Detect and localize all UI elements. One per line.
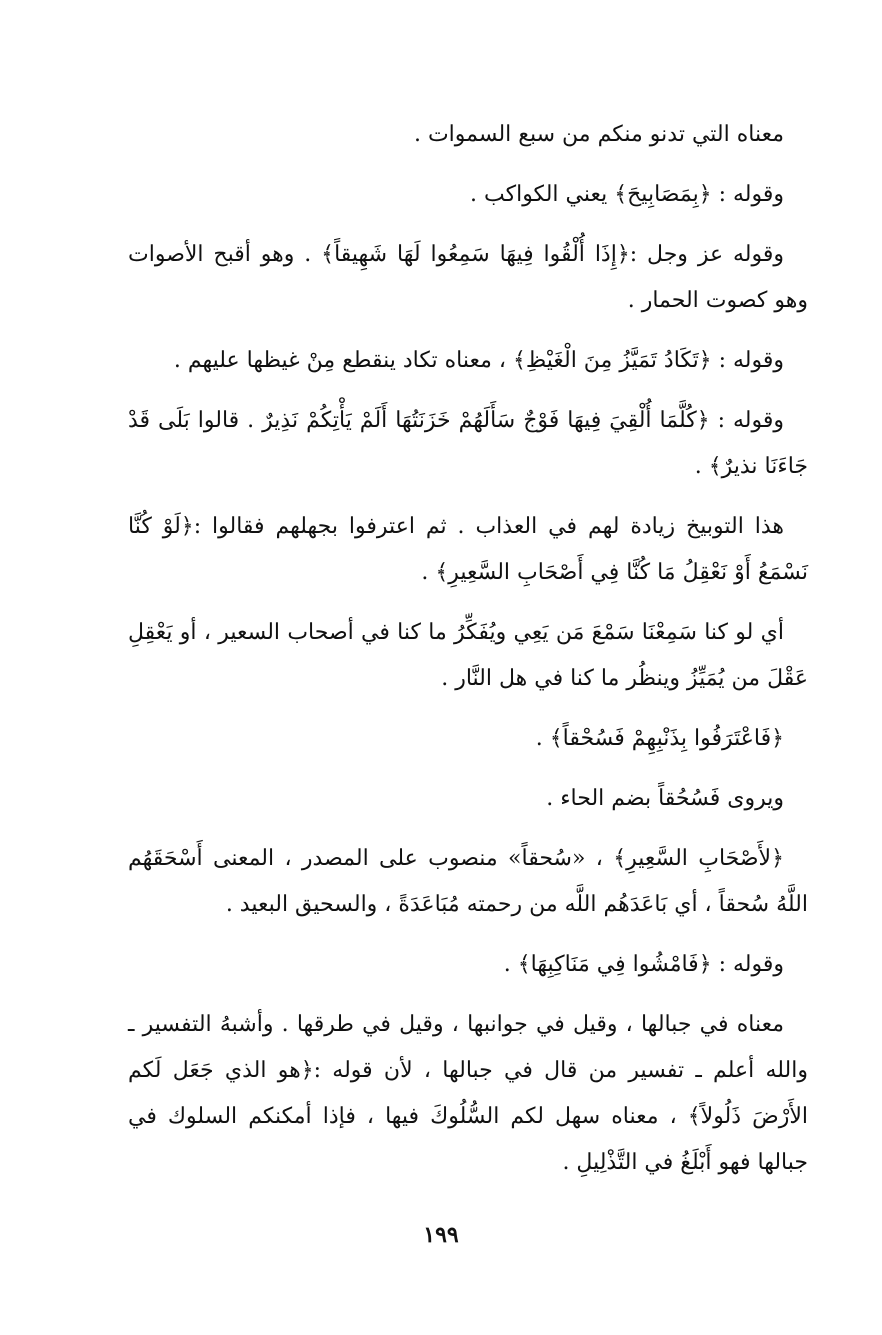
paragraph: هذا التوبيخ زيادة لهم في العذاب . ثم اعترفوا بجهلهم فقالوا :﴿لَوْ كُنَّا نَسْمَعُ أَوْ نَعْقِلُ مَا كُنَّا فِي أَصْحَابِ السَّعِيرِ﴾ . — [128, 514, 808, 585]
page-number: ١٩٩ — [423, 1222, 459, 1248]
paragraph: معناه في جبالها ، وقيل في جوانبها ، وقيل في طرقها . وأشبهُ التفسير ـ والله أعلم ـ تفسير من قال في جبالها ، لأن قوله :﴿هو الذي جَعَل لَكم الأَرْضَ ذَلُولاً﴾ ، معناه سهل لكم السُّلُوكَ فيها ، فإذا أمكنكم السلوك في جبالها فهو أَبْلَغُ في التَّذْلِيلِ . — [128, 1012, 808, 1175]
paragraph: وقوله عز وجل :﴿إِذَا أُلْقُوا فِيهَا سَمِعُوا لَهَا شَهِيقاً﴾ . وهو أقبح الأصوات وهو كصوت الحمار . — [128, 242, 808, 313]
paragraph: أي لو كنا سَمِعْنَا سَمْعَ مَن يَعِي ويُفَكِّرُ ما كنا في أصحاب السعير ، أو يَعْقِلِ عَقْلَ من يُمَيِّزُ وينظُر ما كنا في هل النَّار . — [128, 620, 808, 691]
page-body — [128, 112, 808, 1200]
paragraph: وقوله : ﴿بِمَصَابِيحَ﴾ يعني الكواكب . — [470, 182, 784, 207]
paragraph: معناه التي تدنو منكم من سبع السموات . — [413, 122, 784, 147]
quran-verse-paragraph: ﴿فَاعْتَرَفُوا بِذَنْبِهِمْ فَسُحْقاً﴾ . — [535, 726, 784, 751]
paragraph: وقوله : ﴿كُلَّمَا أُلْقِيَ فِيهَا فَوْجٌ سَأَلَهُمْ خَزَنَتُهَا أَلَمْ يَأْتِكُمْ نَذِيرٌ . قالوا بَلَى قَدْ جَاءَنَا نذيرٌ﴾ . — [128, 408, 808, 479]
paragraph: ﴿لأَصْحَابِ السَّعِيرِ﴾ ، «سُحقاً» منصوب على المصدر ، المعنى أَسْحَقَهُم اللَّهُ سُحقاً ، أي بَاعَدَهُم اللَّه من رحمته مُبَاعَدَةً ، والسحيق البعيد . — [128, 846, 808, 917]
paragraph: وقوله : ﴿فَامْشُوا فِي مَنَاكِبِهَا﴾ . — [503, 952, 784, 977]
paragraph: ويروى فَسُحُقاً بضم الحاء . — [546, 786, 784, 811]
paragraph: وقوله : ﴿تَكَادُ تَمَيَّزُ مِنَ الْغَيْظِ﴾ ، معناه تكاد ينقطع مِنْ غيظها عليهم . — [173, 348, 784, 373]
